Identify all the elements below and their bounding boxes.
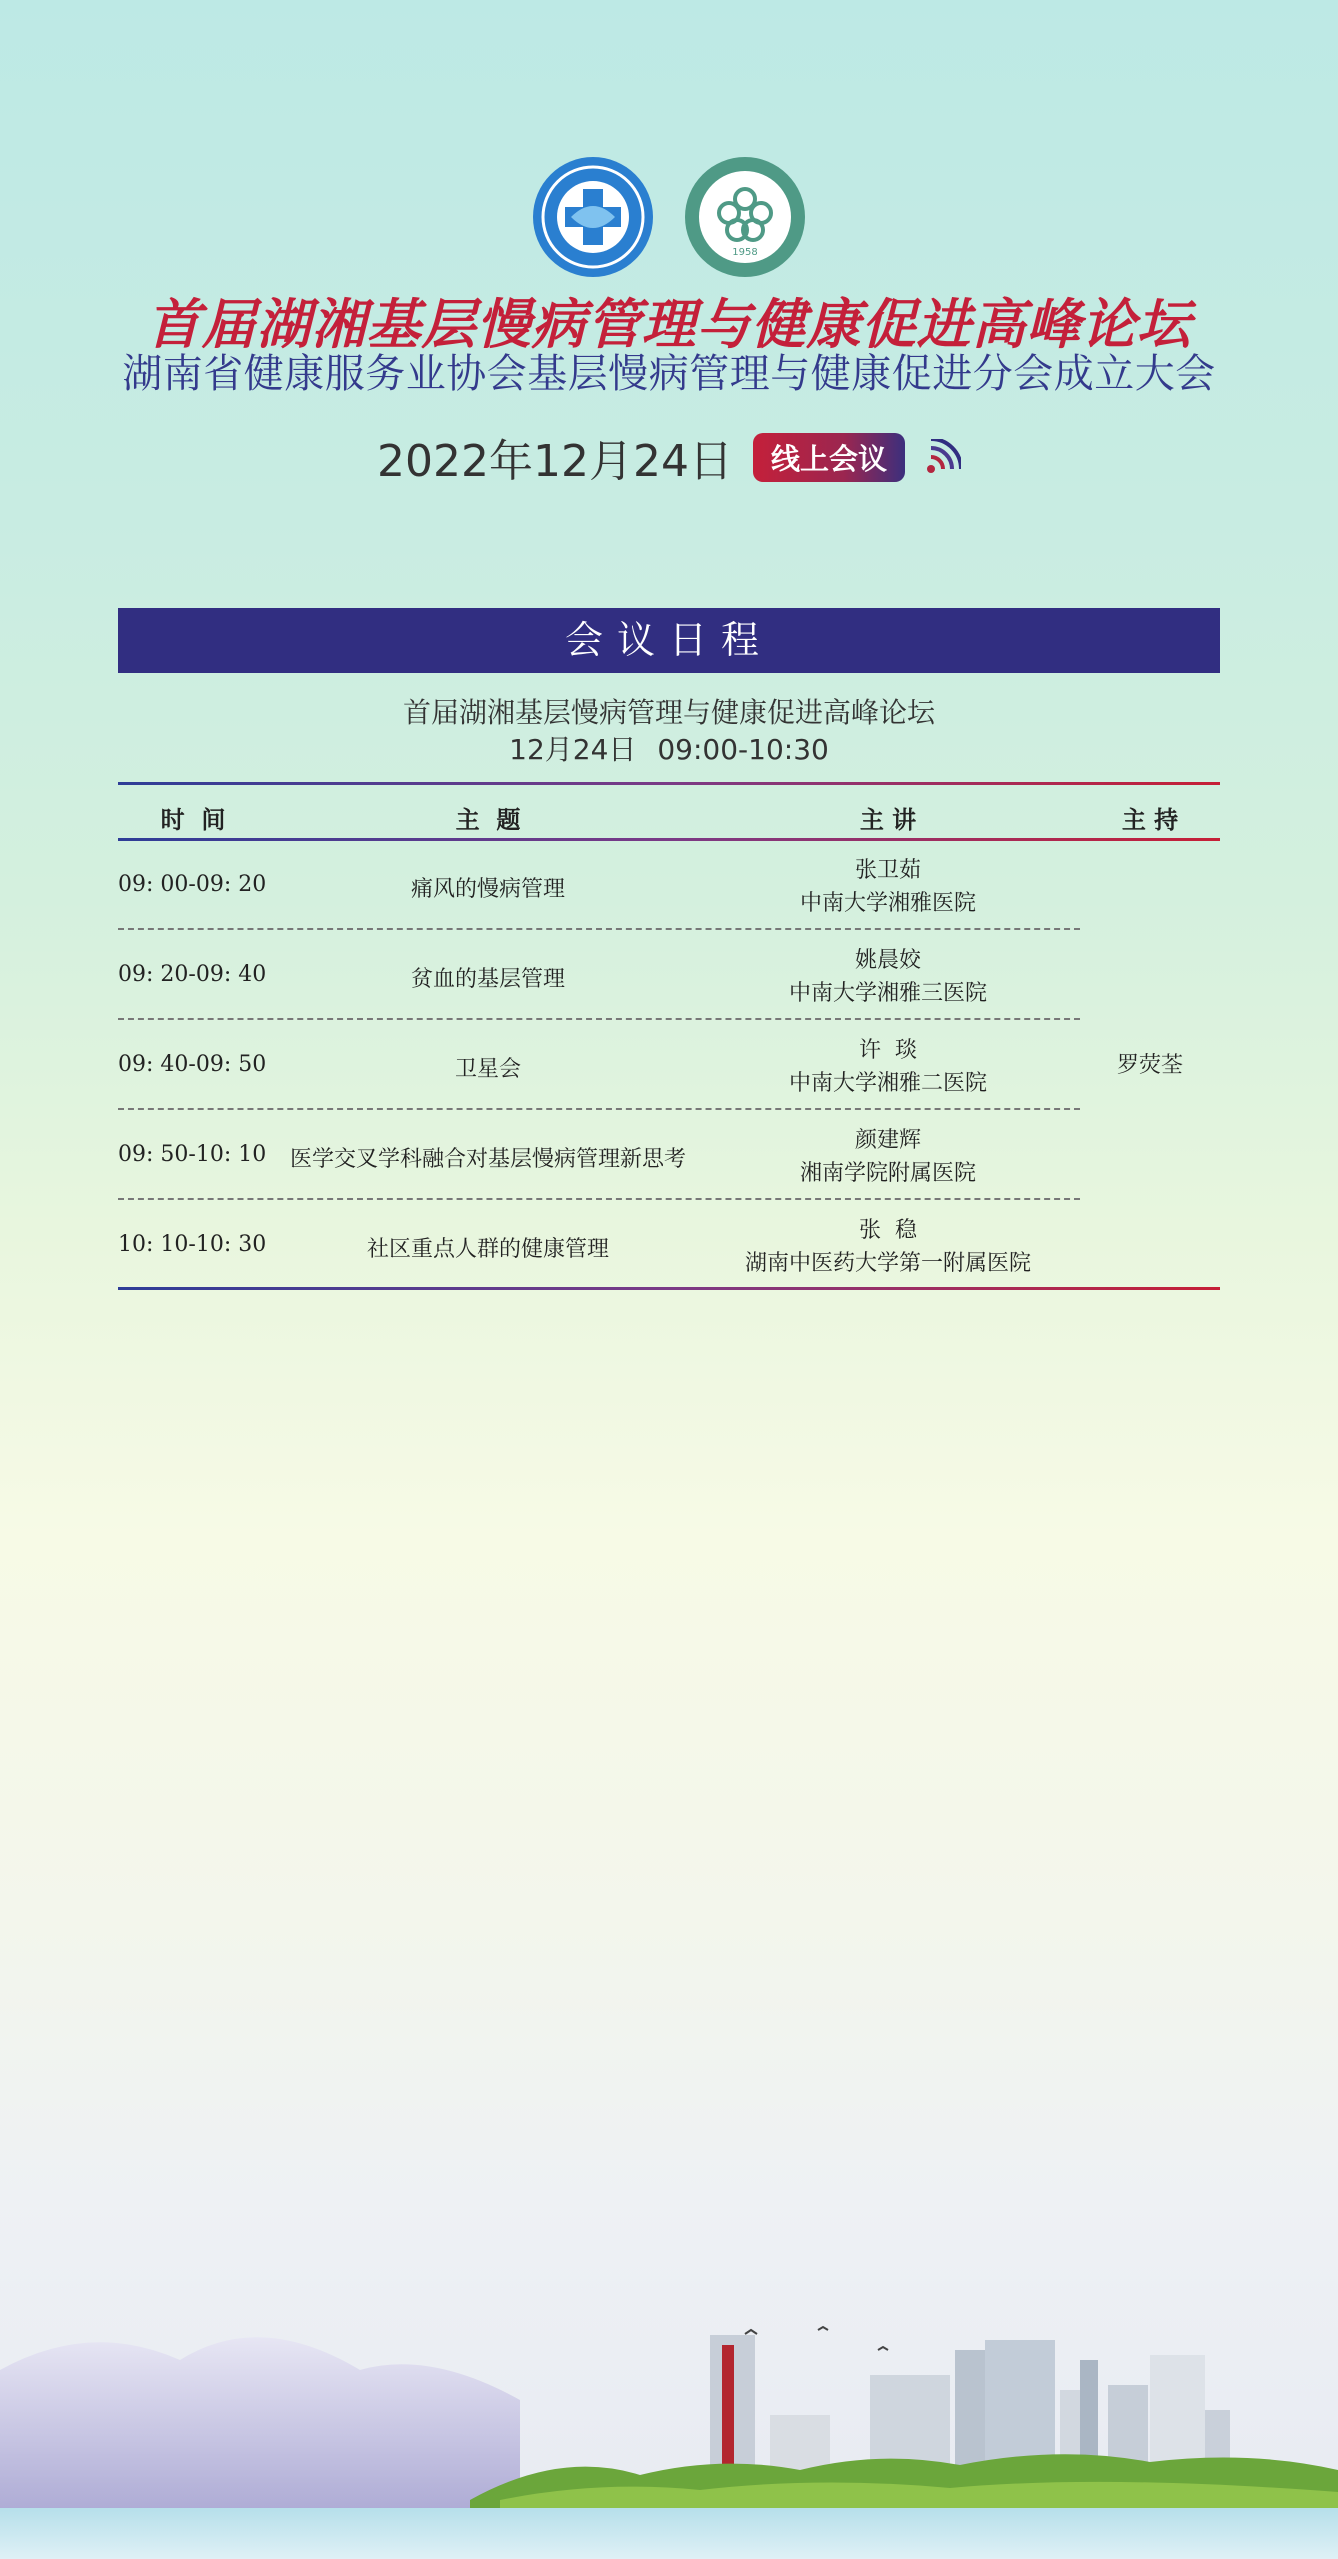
session-title: 首届湖湘基层慢病管理与健康促进高峰论坛 (402, 696, 935, 729)
table-top-rule (118, 782, 1220, 785)
online-badge: 线上会议 (753, 433, 905, 482)
speaker-org: 湖南中医药大学第一附属医院 (744, 1251, 1031, 1276)
table-header (118, 792, 1220, 838)
row-speaker (698, 1034, 1078, 1100)
host-name: 罗荧荃 (1116, 1053, 1183, 1078)
svg-text:1958: 1958 (732, 247, 758, 258)
row-topic: 社区重点人群的健康管理 (366, 1237, 609, 1262)
col-topic: 主 题 (455, 806, 521, 834)
hospital-logo (683, 155, 807, 279)
speaker-org: 中南大学湘雅医院 (799, 891, 976, 916)
row-time: 09: 00-09: 20 (118, 872, 267, 897)
table-row (118, 1200, 1080, 1290)
row-speaker (698, 1214, 1078, 1280)
association-logo (531, 155, 655, 279)
table-row (118, 840, 1080, 930)
speaker-name: 姚晨姣 (854, 948, 921, 973)
row-speaker (698, 1124, 1078, 1190)
speaker-name: 张 稳 (859, 1218, 917, 1243)
row-time: 09: 50-10: 10 (118, 1142, 267, 1167)
page-title: 首届湖湘基层慢病管理与健康促进高峰论坛 (146, 293, 1192, 356)
row-time: 09: 20-09: 40 (118, 962, 267, 987)
speaker-name: 张卫茹 (854, 858, 921, 883)
table-row (118, 930, 1080, 1020)
date-row (0, 425, 1338, 489)
table-row (118, 1020, 1080, 1110)
row-speaker (698, 944, 1078, 1010)
row-topic: 卫星会 (454, 1057, 521, 1082)
row-topic: 医学交叉学科融合对基层慢病管理新思考 (289, 1147, 686, 1172)
city-skyline-illustration (0, 2200, 1338, 2559)
row-time: 10: 10-10: 30 (118, 1232, 267, 1257)
table-bottom-rule (118, 1287, 1220, 1290)
speaker-org: 中南大学湘雅三医院 (788, 981, 987, 1006)
row-speaker (698, 854, 1078, 920)
speaker-org: 湘南学院附属医院 (799, 1161, 976, 1186)
col-host: 主 持 (1121, 806, 1179, 834)
row-topic: 痛风的慢病管理 (410, 877, 565, 902)
table-row (118, 1110, 1080, 1200)
speaker-org: 中南大学湘雅二医院 (788, 1071, 987, 1096)
row-time: 09: 40-09: 50 (118, 1052, 267, 1077)
speaker-name: 许 琰 (859, 1038, 917, 1063)
logo-row (0, 155, 1338, 279)
meeting-date: 2022年12月24日 (377, 436, 733, 487)
row-topic: 贫血的基层管理 (410, 967, 565, 992)
col-time: 时 间 (160, 806, 226, 834)
broadcast-icon (925, 439, 961, 475)
page-subtitle: 湖南省健康服务业协会基层慢病管理与健康促进分会成立大会 (122, 351, 1216, 397)
col-speaker: 主 讲 (859, 806, 917, 834)
speaker-name: 颜建辉 (854, 1128, 921, 1153)
agenda-heading: 会议日程 (118, 608, 1220, 673)
session-time: 12月24日 09:00-10:30 (509, 733, 829, 766)
